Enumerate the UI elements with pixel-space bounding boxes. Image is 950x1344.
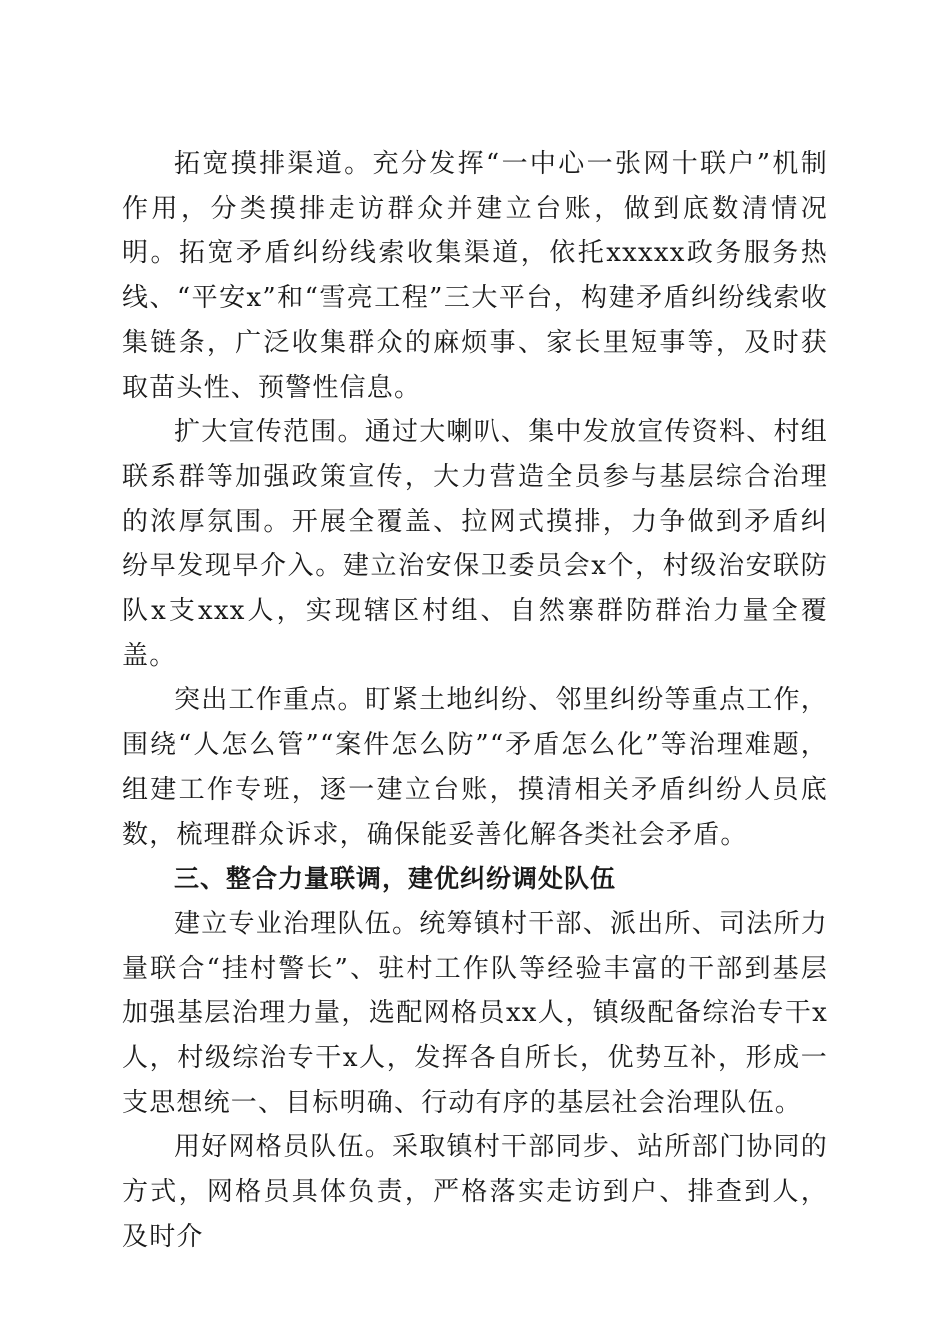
document-body [122,142,828,1260]
paragraph-professional-team: 建立专业治理队伍。统筹镇村干部、派出所、司法所力量联合“挂村警长”、驻村工作队等经验丰富的干部到基层加强基层治理力量，选配网格员xx人，镇级配备综治专干x人，村级综治专干x人，发挥各自所长，优势互补，形成一支思想统一、目标明确、行动有序的基层社会治理队伍。 [122,908,828,1118]
paragraph-grid-workers: 用好网格员队伍。采取镇村干部同步、站所部门协同的方式，网格员具体负责，严格落实走访到户、排查到人，及时介 [122,1132,828,1252]
paragraph-expand-channels: 拓宽摸排渠道。充分发挥“一中心一张网十联户”机制作用，分类摸排走访群众并建立台账，做到底数清情况明。拓宽矛盾纠纷线索收集渠道，依托xxxxx政务服务热线、“平安x”和“雪亮工程”三大平台，构建矛盾纠纷线索收集链条，广泛收集群众的麻烦事、家长里短事等，及时获取苗头性、预警性信息。 [122,149,828,403]
paragraph-expand-publicity: 扩大宣传范围。通过大喇叭、集中发放宣传资料、村组联系群等加强政策宣传，大力营造全员参与基层综合治理的浓厚氛围。开展全覆盖、拉网式摸排，力争做到矛盾纠纷早发现早介入。建立治安保卫委员会x个，村级治安联防队x支xxx人，实现辖区村组、自然寨群防群治力量全覆盖。 [122,417,828,671]
paragraph-highlight-priorities: 突出工作重点。盯紧土地纠纷、邻里纠纷等重点工作，围绕“人怎么管”“案件怎么防”“矛盾怎么化”等治理难题，组建工作专班，逐一建立台账，摸清相关矛盾纠纷人员底数，梳理群众诉求，确保能妥善化解各类社会矛盾。 [122,685,828,850]
section-heading-3: 三、整合力量联调，建优纠纷调处队伍 [174,864,617,894]
